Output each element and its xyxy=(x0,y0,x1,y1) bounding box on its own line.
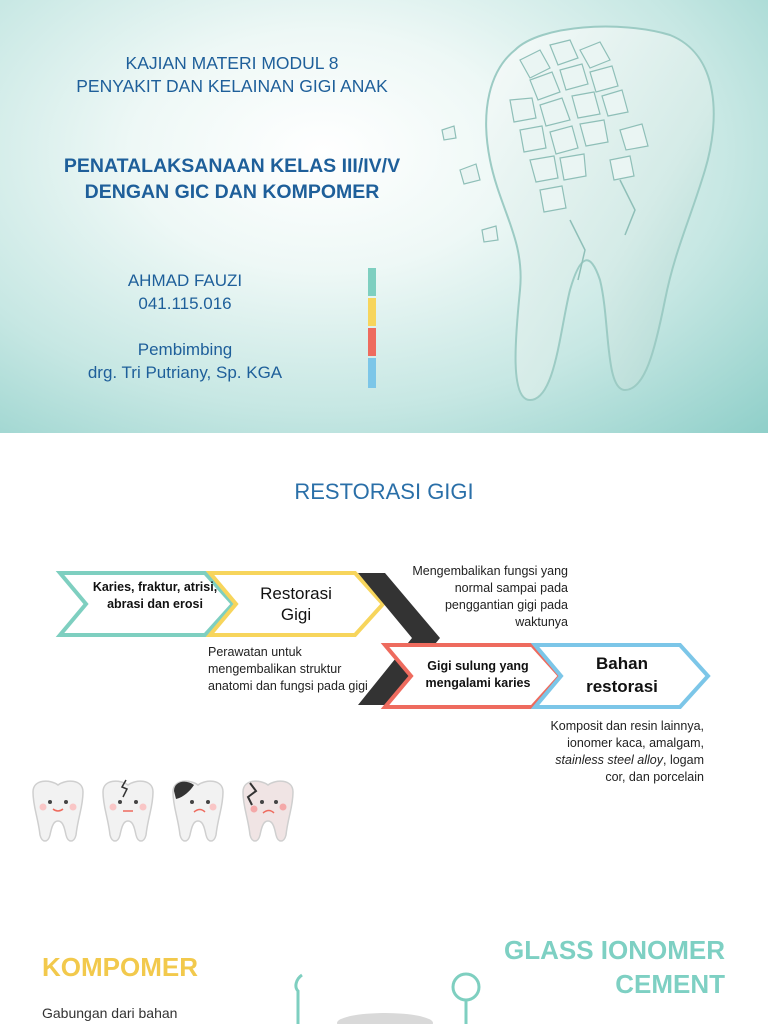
tooth-top-icon xyxy=(337,1013,433,1024)
title-line-1: PENATALAKSANAAN KELAS III/IV/V xyxy=(63,155,401,177)
dental-mirror-icon xyxy=(453,974,479,1000)
gic-heading xyxy=(504,933,725,1001)
accent-bar-blue xyxy=(368,358,376,388)
gic-heading-line1: GLASS IONOMER xyxy=(503,935,725,965)
dental-tools-illustration xyxy=(280,965,500,1024)
box-bahan-text xyxy=(560,652,684,698)
note-bottom-part2: , logam cor, dan porcelain xyxy=(605,753,704,784)
box-causes-text: Karies, fraktur, atrisi, abrasi dan erosi xyxy=(92,580,218,611)
teeth-decay-illustration xyxy=(28,777,298,847)
box-bahan-line1: Bahan xyxy=(596,654,648,673)
kompomer-body-text: Gabungan dari bahan xyxy=(42,1005,178,1021)
note-bottom xyxy=(544,718,704,786)
healthy-tooth-icon xyxy=(33,781,83,841)
restorasi-gigi-slide xyxy=(0,433,768,895)
title-line-2: DENGAN GIC DAN KOMPOMER xyxy=(84,181,380,203)
box-restorasi-line2: Gigi xyxy=(280,605,312,624)
gic-heading-line2: CEMENT xyxy=(615,969,725,999)
title-slide xyxy=(0,0,768,433)
note-left: Perawatan untuk mengembalikan struktur anatomi dan fungsi pada gigi xyxy=(208,645,368,693)
author-id: 041.115.016 xyxy=(138,294,232,313)
author-name: AHMAD FAUZI xyxy=(127,271,243,290)
note-bottom-italic: stainless steel alloy xyxy=(555,753,663,767)
box-bahan-line2: restorasi xyxy=(586,677,658,696)
kompomer-heading: KOMPOMER xyxy=(42,952,198,982)
supervisor-name: drg. Tri Putriany, Sp. KGA xyxy=(87,363,283,382)
subtitle-line-1: KAJIAN MATERI MODUL 8 xyxy=(125,53,339,73)
accent-bar-teal xyxy=(368,268,376,296)
box-gigi-sulung-text: Gigi sulung yang mengalami karies xyxy=(425,659,531,690)
cracked-tooth-icon xyxy=(103,780,153,841)
accent-bar-yellow xyxy=(368,298,376,326)
box-restorasi-line1: Restorasi xyxy=(260,584,332,603)
material-slide xyxy=(0,895,768,1024)
subtitle-line-2: PENYAKIT DAN KELAINAN GIGI ANAK xyxy=(76,76,388,96)
decayed-tooth-icon xyxy=(173,781,223,841)
accent-bar-red xyxy=(368,328,376,356)
supervisor-label: Pembimbing xyxy=(137,340,233,359)
box-restorasi-text xyxy=(240,583,352,625)
slide-title: RESTORASI GIGI xyxy=(294,479,474,504)
dental-probe-icon xyxy=(296,975,302,1024)
severely-decayed-tooth-icon xyxy=(243,781,293,841)
cracked-tooth-illustration xyxy=(420,20,760,420)
note-top: Mengembalikan fungsi yang normal sampai pada penggantian gigi pada waktunya xyxy=(412,564,568,629)
note-bottom-part1: Komposit dan resin lainnya, ionomer kaca, amalgam, xyxy=(550,719,704,750)
